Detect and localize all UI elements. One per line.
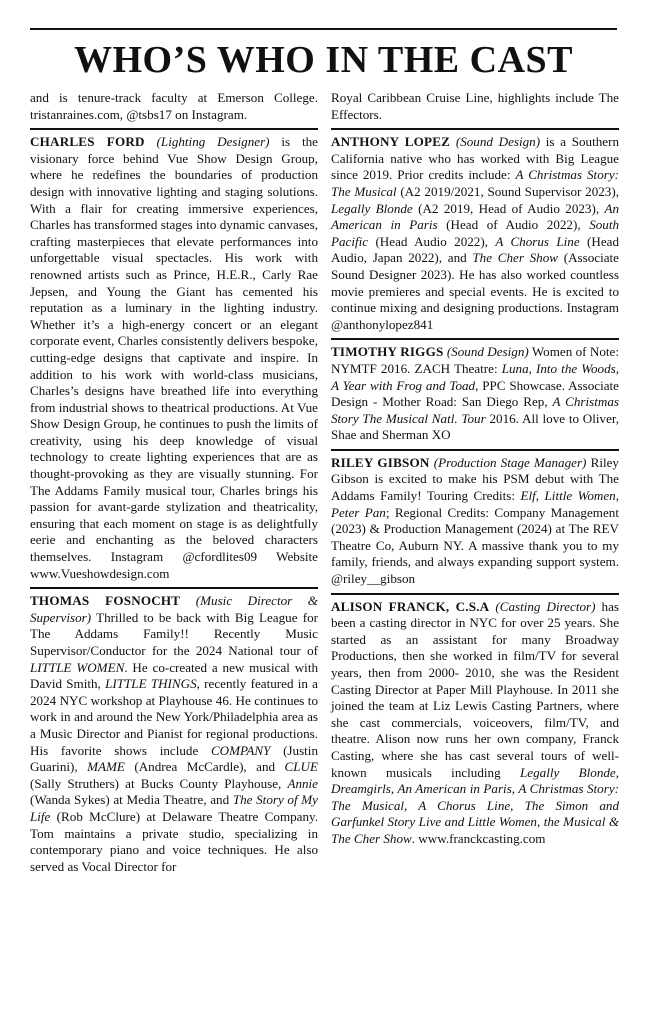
show-title: LITTLE THINGS <box>105 676 197 692</box>
bio-continuation <box>331 90 619 128</box>
bio-charles-ford <box>30 134 318 587</box>
bio-text: has been a casting director in NYC for over 25 years. She started as an assistant for many Broadway Productions, then she worked in film/TV for several years, then from 2000- 2010, she was the Resident Casting Director at Paper Mill Playhouse. In 2011 she joined the team at Liz Lewis Casting Partners, where she cast commercials, voiceovers, film/TV, and theatre. Alison now runs her own company, Franck Casting, where she has cast several tours of well-known musicals including <box>331 598 619 780</box>
bio-text: Thrilled to be back with Big League for The Addams Family!! Recently Music Supervisor/Conductor for the 2024 National tour of <box>30 609 318 658</box>
divider <box>331 449 619 451</box>
show-title: A Christmas Story: The Musical <box>331 167 620 199</box>
bio-text: (Sally Struthers) at Bucks County Playhouse, <box>30 775 288 791</box>
bio-text: (A2 2019/2021, Sound Supervisor 2023), <box>396 183 619 199</box>
bio-name: ALISON FRANCK, C.S.A <box>331 598 490 614</box>
bio-name: CHARLES FORD <box>30 134 145 150</box>
bio-role: (Sound Design) <box>446 344 529 360</box>
show-title: COMPANY <box>210 742 271 758</box>
bio-text: , PPC Showcase. Associate Design - Mother Road: San Diego Rep, <box>331 377 619 410</box>
show-title: A Christmas Story The Musical Natl. Tour <box>331 394 619 426</box>
bio-text: (A2 2019, Head of Audio 2023), <box>412 200 605 216</box>
bio-alison-franck <box>331 599 619 853</box>
show-title: An American in Paris <box>331 200 620 233</box>
bio-riley-gibson <box>331 455 619 593</box>
bio-text: (Justin Guarini), <box>30 742 318 775</box>
bio-role: (Production Stage Manager) <box>433 454 587 470</box>
bio-text: . He co-created a new musical with David Smith, <box>30 659 318 692</box>
divider <box>30 587 318 589</box>
bio-text: . www.franckcasting.com <box>411 830 546 846</box>
divider <box>331 128 619 130</box>
bio-anthony-lopez <box>331 134 619 338</box>
bio-text: Women of Note: NYMTF 2016. ZACH Theatre: <box>331 344 619 376</box>
bio-text: , recently featured in a 2024 NYC workshop at Playhouse 46. He continues to work in and around the New York/Philadelphia area as a Music Director and Pianist for regional productions. His favorite shows include <box>30 676 318 758</box>
bio-role: (Music Director & Supervisor) <box>30 593 318 625</box>
continuation-text: Royal Caribbean Cruise Line, highlights include The Effectors. <box>331 90 619 122</box>
bio-text: is a Southern California native who has worked with Big League since 2019. Prior credits include: <box>331 134 619 183</box>
show-title: The Story of My Life <box>30 792 318 824</box>
show-title: Luna, Into the Woods, A Year with Frog and Toad <box>331 360 619 393</box>
bio-name: ANTHONY LOPEZ <box>331 134 451 150</box>
bio-text: (Andrea McCardle), and <box>124 759 285 775</box>
bio-text: (Rob McClure) at Delaware Theatre Company. Tom maintains a private studio, specializing in contemporary piano and voice techniques. He also served as Vocal Director for <box>30 808 318 874</box>
bio-name: TIMOTHY RIGGS <box>331 344 444 360</box>
bio-role: (Lighting Designer) <box>156 134 270 150</box>
page-title: WHO’S WHO IN THE CAST <box>74 39 573 81</box>
divider <box>331 593 619 595</box>
divider <box>331 338 619 340</box>
bio-timothy-riggs <box>331 344 619 449</box>
top-rule <box>30 28 617 30</box>
show-title: Annie <box>287 775 318 791</box>
bio-thomas-fosnocht <box>30 593 318 880</box>
show-title: Legally Blonde, Dreamgirls, An American in Paris, A Christmas Story: The Musical, A Chorus Line, The Simon and Garfunkel Story Live and Little Women, the Musical & The Cher Show <box>331 764 619 846</box>
bio-text: (Head Audio 2022), <box>368 233 496 249</box>
bio-text: ; Regional Credits: Company Management (2023) & Production Management (2024) at The REV Theatre Co, Auburn NY. A massive thank you to my family, friends, and always expanding support system. @riley__gibson <box>331 504 619 587</box>
show-title: South Pacific <box>331 217 620 249</box>
bio-text: (Associate Sound Designer 2023). He has also worked countless movie premieres and special events. He is excited to continue mixing and designing productions. Instagram @anthonylopez841 <box>331 250 619 332</box>
bio-intro-continuation <box>30 90 318 128</box>
bio-text: 2016. All love to Oliver, Shae and Sherman XO <box>331 410 620 443</box>
bio-role: (Sound Design) <box>455 134 541 150</box>
bio-role: (Casting Director) <box>495 598 596 614</box>
show-title: LITTLE WOMEN <box>30 659 125 675</box>
bio-text: (Head Audio, Japan 2022), and <box>331 233 619 266</box>
bio-name: RILEY GIBSON <box>331 454 430 470</box>
show-title: Legally Blonde <box>331 200 413 216</box>
bio-text: is the visionary force behind Vue Show Design Group, where he redefines the boundaries of production design with innovative lighting and staging solutions. With a flair for creating immersive experiences, Charles has transformed stages into dynamic canvases, crafting masterpieces that elevate performances into unforgettable visual spectacles. His work with renowned artists such as Prince, H.E.R., Carly Rae Jepsen, and Young the Giant has cemented his reputation as a luminary in the lighting industry. Whether it’s a high-energy concert or an elegant corporate event, Charles consistently delivers bespoke, cutting-edge designs that captivate and inspire. In addition to his work with world-class musicians, Charles’s designs have breathed life into everything from industrial shows to theatrical productions. At Vue Show Design Group, he continues to push the limits of creativity, using his deep knowledge of visual technology to create lighting experiences that are as thought-provoking as they are visually stunning. For The Addams Family musical tour, Charles brings his passion for avant-garde stylization and theatricality, ensuring that each moment on stage is as delightfully eerie and enchanting as the beloved characters themselves. Instagram @cfordlites09 Website www.Vueshowdesign.com <box>30 134 318 581</box>
bio-text: (Head of Audio 2022), <box>437 217 590 233</box>
divider <box>30 128 318 130</box>
bio-name: THOMAS FOSNOCHT <box>30 593 181 609</box>
intro-text: and is tenure-track faculty at Emerson College. tristanraines.com, @tsbs17 on Instagram. <box>30 90 318 122</box>
show-title: CLUE <box>284 759 318 775</box>
right-column <box>331 90 619 853</box>
bio-text: Riley Gibson is excited to make his PSM debut with The Addams Family! Touring Credits: <box>331 454 619 504</box>
show-title: MAME <box>87 759 125 775</box>
bio-text: (Wanda Sykes) at Media Theatre, and <box>30 792 233 808</box>
left-column <box>30 90 318 880</box>
show-title: The Cher Show <box>472 250 559 266</box>
show-title: A Chorus Line <box>495 233 580 249</box>
show-title: Elf, Little Women, Peter Pan <box>331 488 619 520</box>
